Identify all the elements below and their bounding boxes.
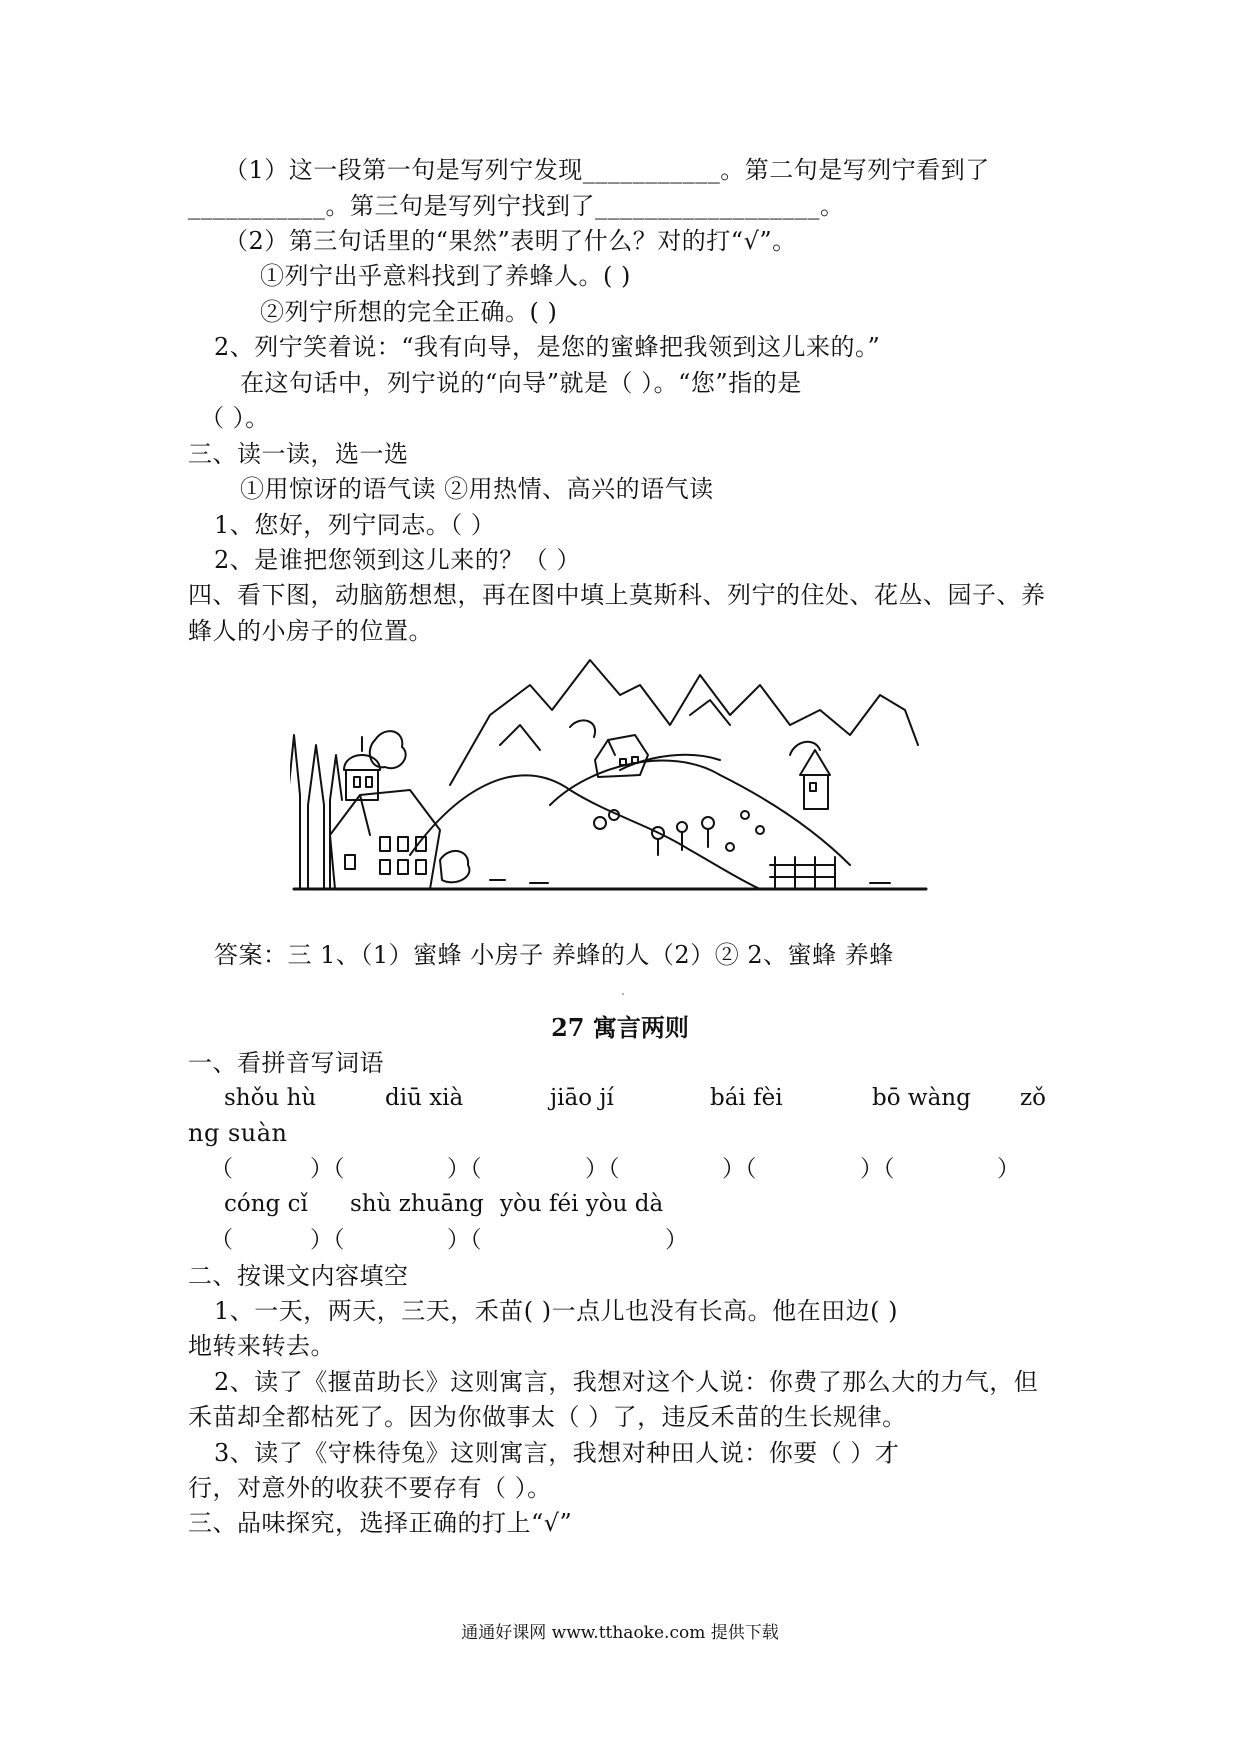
pinyin-item: bái fèi [710, 1085, 783, 1111]
pinyin-item: diū xià [385, 1085, 464, 1111]
q2-option-1: ①列宁出乎意料找到了养蜂人。( ) [260, 262, 631, 290]
pinyin-item: cóng cǐ [224, 1191, 308, 1217]
lesson-27-section-3: 三、品味探究，选择正确的打上“√” [188, 1509, 573, 1537]
fill-item-1-line2: 地转来转去。 [188, 1332, 335, 1360]
answer-brackets-row-2 [0, 1225, 1240, 1255]
answer-bracket[interactable]: ）（ [310, 1227, 345, 1253]
answer-bracket[interactable]: （ [210, 1227, 233, 1253]
section-3-heading: 三、读一读，选一选 [188, 440, 409, 468]
sentence-2-question-a: 在这句话中，列宁说的“向导”就是（ ）。“您”指的是 [240, 369, 802, 397]
q2-line: （2）第三句话里的“果然”表明了什么？对的打“√”。 [224, 227, 797, 255]
section-4-line1: 四、看下图，动脑筋想想，再在图中填上莫斯科、列宁的住处、花丛、园子、养 [188, 581, 1046, 609]
pinyin-item: yòu féi yòu dà [500, 1191, 664, 1217]
q1-line1: （1）这一段第一句是写列宁发现___________。第二句是写列宁看到了 [224, 156, 990, 184]
answer-line: 答案：三 1、（1）蜜蜂 小房子 养蜂的人（2）② 2、蜜蜂 养蜂 [214, 941, 894, 969]
section-3-item-2: 2、是谁把您领到这儿来的？（ ） [214, 546, 581, 574]
pinyin-item: jiāo jí [550, 1085, 614, 1111]
pinyin-row-1-continuation: ng suàn [188, 1119, 288, 1147]
page-footer: 通通好课网 www.tthaoke.com 提供下载 [461, 1623, 779, 1643]
pinyin-item: bō wàng [872, 1085, 971, 1111]
section-3-item-1: 1、您好，列宁同志。（ ） [214, 511, 496, 539]
answer-bracket[interactable]: ）（ [447, 1227, 482, 1253]
speck [622, 993, 624, 995]
answer-bracket[interactable]: ）（ [860, 1156, 895, 1182]
section-4-line2: 蜂人的小房子的位置。 [188, 617, 433, 645]
answer-bracket[interactable]: ）（ [310, 1156, 345, 1182]
pinyin-item: zǒ [1020, 1085, 1046, 1111]
q1-line2: ___________。第三句是写列宁找到了__________________。 [188, 192, 845, 220]
answer-bracket[interactable]: ）（ [585, 1156, 620, 1182]
sentence-2: 2、列宁笑着说：“我有向导，是您的蜜蜂把我领到这儿来的。” [214, 333, 881, 361]
answer-brackets-row-1 [0, 1154, 1240, 1184]
lesson-27-title: 27 寓言两则 [551, 1013, 689, 1042]
fill-item-2-line2: 禾苗却全都枯死了。因为你做事太（ ）了，违反禾苗的生长规律。 [188, 1403, 907, 1431]
fill-item-2-line1: 2、读了《揠苗助长》这则寓言，我想对这个人说：你费了那么大的力气，但 [214, 1368, 1039, 1396]
answer-bracket[interactable]: （ [210, 1156, 233, 1182]
pinyin-item: shù zhuāng [350, 1191, 484, 1217]
pinyin-row-2 [0, 1189, 1240, 1219]
pinyin-row-1 [0, 1083, 1240, 1113]
answer-bracket[interactable]: ）（ [722, 1156, 757, 1182]
lesson-27-section-1: 一、看拼音写词语 [188, 1049, 384, 1077]
lesson-27-section-2: 二、按课文内容填空 [188, 1262, 409, 1290]
answer-bracket[interactable]: ）（ [447, 1156, 482, 1182]
answer-bracket[interactable]: ） [997, 1156, 1020, 1182]
sentence-2-question-b: （ ）。 [200, 404, 270, 432]
answer-bracket[interactable]: ） [665, 1227, 688, 1253]
fill-item-3-line2: 行，对意外的收获不要存有（ ）。 [188, 1474, 552, 1502]
fill-item-1-line1: 1、一天，两天，三天，禾苗( )一点儿也没有长高。他在田边( ) [214, 1297, 898, 1325]
fill-item-3-line1: 3、读了《守株待兔》这则寓言，我想对种田人说：你要（ ）才 [214, 1439, 900, 1467]
pinyin-item: shǒu hù [224, 1085, 317, 1111]
landscape-illustration [290, 655, 930, 895]
section-3-options: ①用惊讶的语气读 ②用热情、高兴的语气读 [240, 475, 714, 503]
q2-option-2: ②列宁所想的完全正确。( ) [260, 298, 558, 326]
